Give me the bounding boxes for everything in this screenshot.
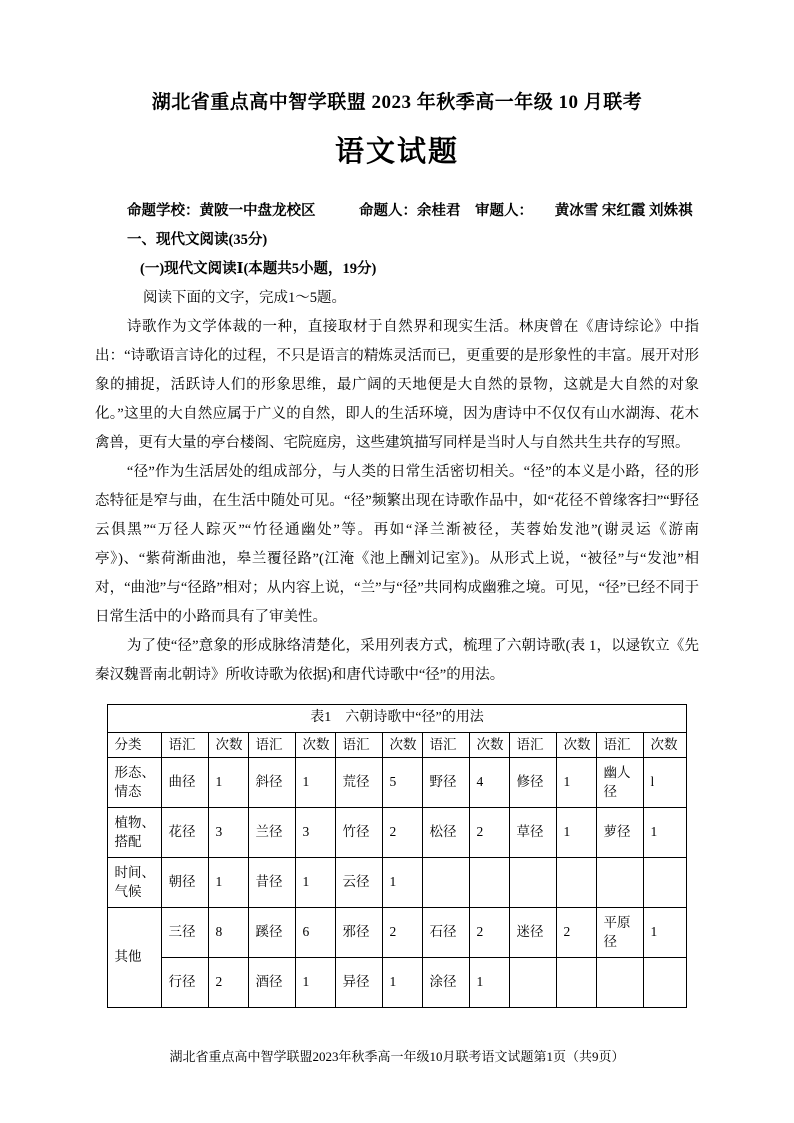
- subject-title: 语文试题: [334, 136, 459, 168]
- word-cell: 异径: [336, 958, 383, 1008]
- word-cell: 松径: [423, 808, 470, 858]
- word-cell: [510, 958, 557, 1008]
- word-cell: 竹径: [336, 808, 383, 858]
- count-cell: 1: [209, 758, 249, 808]
- count-cell: 4: [470, 758, 510, 808]
- header-cell: 次数: [470, 733, 510, 758]
- word-cell: 荒径: [336, 758, 383, 808]
- word-cell: 曲径: [162, 758, 209, 808]
- count-cell: 3: [296, 808, 336, 858]
- word-cell: 幽人径: [597, 758, 644, 808]
- subsection-heading: (一)现代文阅读Ⅰ(本题共5小题，19分): [140, 261, 377, 277]
- meta-line: 命题学校：黄陂一中盘龙校区 命题人：余桂君 审题人： 黄冰雪 宋红霞 刘姝祺: [127, 203, 693, 219]
- header-cell: 语汇: [510, 733, 557, 758]
- word-cell: 兰径: [249, 808, 296, 858]
- count-cell: 1: [296, 758, 336, 808]
- paragraph-1: 诗歌作为文学体裁的一种，直接取材于自然界和现实生活。林庚曾在《唐诗综论》中指出：“诗歌语言诗化的过程，不只是语言的精炼灵活而已，更重要的是形象性的丰富。展开对形象的捕捉，活跃诗人们的形象思维，最广阔的天地便是大自然的景物，这就是大自然的对象化。”这里的大自然应属于广义的自然，即人的生活环境，因为唐诗中不仅仅有山水湖海、花木禽兽，更有大量的亭台楼阁、宅院庭房，这些建筑描写同样是当时人与自然共生共存的写照。: [95, 319, 699, 451]
- word-cell: [597, 858, 644, 908]
- usage-table: [107, 704, 686, 1008]
- header-cell: 语汇: [162, 733, 209, 758]
- word-cell: 迷径: [510, 908, 557, 958]
- word-cell: [510, 858, 557, 908]
- count-cell: [644, 958, 686, 1008]
- header-cell: 次数: [644, 733, 686, 758]
- word-cell: 草径: [510, 808, 557, 858]
- count-cell: [644, 858, 686, 908]
- word-cell: 野径: [423, 758, 470, 808]
- category-cell: 形态、情态: [108, 758, 162, 808]
- table-row: [108, 958, 686, 1008]
- word-cell: 蹊径: [249, 908, 296, 958]
- table-row: [108, 858, 686, 908]
- header-cell: 分类: [108, 733, 162, 758]
- word-cell: 平原径: [597, 908, 644, 958]
- word-cell: 邪径: [336, 908, 383, 958]
- section-heading: 一、现代文阅读(35分): [127, 232, 268, 248]
- word-cell: [423, 858, 470, 908]
- word-cell: 花径: [162, 808, 209, 858]
- count-cell: l: [644, 758, 686, 808]
- count-cell: 8: [209, 908, 249, 958]
- count-cell: [557, 858, 597, 908]
- word-cell: 萝径: [597, 808, 644, 858]
- word-cell: 云径: [336, 858, 383, 908]
- word-cell: 涂径: [423, 958, 470, 1008]
- table-caption-row: [108, 705, 686, 733]
- header-cell: 次数: [383, 733, 423, 758]
- word-cell: 斜径: [249, 758, 296, 808]
- table-row: [108, 908, 686, 958]
- count-cell: 1: [557, 758, 597, 808]
- paragraph-3: 为了使“径”意象的形成脉络清楚化，采用列表方式，梳理了六朝诗歌(表 1，以逯钦立《先秦汉魏晋南北朝诗》所收诗歌为依据)和唐代诗歌中“径”的用法。: [95, 638, 699, 683]
- table-row: [108, 808, 686, 858]
- category-cell: 植物、搭配: [108, 808, 162, 858]
- count-cell: 1: [644, 808, 686, 858]
- word-cell: 三径: [162, 908, 209, 958]
- table-caption: 表1 六朝诗歌中“径”的用法: [108, 705, 686, 733]
- category-cell: 其他: [108, 908, 162, 1008]
- count-cell: 1: [644, 908, 686, 958]
- count-cell: 3: [209, 808, 249, 858]
- header-cell: 语汇: [597, 733, 644, 758]
- count-cell: 1: [557, 808, 597, 858]
- exam-title: 湖北省重点高中智学联盟 2023 年秋季高一年级 10 月联考: [151, 92, 643, 113]
- paragraph-2: “径”作为生活居处的组成部分，与人类的日常生活密切相关。“径”的本义是小路，径的形态特征是窄与曲，在生活中随处可见。“径”频繁出现在诗歌作品中，如“花径不曾缘客扫”“野径云俱黑”“万径人踪灭”“竹径通幽处”等。再如“泽兰渐被径，芙蓉始发池”(谢灵运《游南亭》)、“紫荷渐曲池，皋兰覆径路”(江淹《池上酬刘记室》)。从形式上说，“被径”与“发池”相对，“曲池”与“径路”相对；从内容上说，“兰”与“径”共同构成幽雅之境。可见，“径”已经不同于日常生活中的小路而具有了审美性。: [95, 464, 699, 625]
- count-cell: 2: [383, 908, 423, 958]
- word-cell: 行径: [162, 958, 209, 1008]
- count-cell: 2: [557, 908, 597, 958]
- count-cell: 1: [470, 958, 510, 1008]
- header-cell: 语汇: [423, 733, 470, 758]
- header-cell: 语汇: [249, 733, 296, 758]
- count-cell: 1: [296, 958, 336, 1008]
- word-cell: 朝径: [162, 858, 209, 908]
- count-cell: 5: [383, 758, 423, 808]
- reading-instruction: 阅读下面的文字，完成1～5题。: [143, 290, 346, 306]
- header-cell: 语汇: [336, 733, 383, 758]
- count-cell: [557, 958, 597, 1008]
- word-cell: 石径: [423, 908, 470, 958]
- category-cell: 时间、气候: [108, 858, 162, 908]
- header-cell: 次数: [557, 733, 597, 758]
- header-cell: 次数: [296, 733, 336, 758]
- count-cell: 6: [296, 908, 336, 958]
- header-cell: 次数: [209, 733, 249, 758]
- count-cell: 1: [209, 858, 249, 908]
- word-cell: [597, 958, 644, 1008]
- word-cell: 修径: [510, 758, 557, 808]
- page-footer: 湖北省重点高中智学联盟2023年秋季高一年级10月联考语文试题第1页（共9页）: [169, 1049, 625, 1064]
- word-cell: 昔径: [249, 858, 296, 908]
- count-cell: 2: [470, 808, 510, 858]
- count-cell: 1: [296, 858, 336, 908]
- count-cell: 1: [383, 858, 423, 908]
- count-cell: [470, 858, 510, 908]
- usage-table-body: [108, 705, 686, 1008]
- table-row: [108, 758, 686, 808]
- word-cell: 酒径: [249, 958, 296, 1008]
- table-header-row: [108, 733, 686, 758]
- count-cell: 2: [470, 908, 510, 958]
- count-cell: 2: [383, 808, 423, 858]
- count-cell: 1: [383, 958, 423, 1008]
- count-cell: 2: [209, 958, 249, 1008]
